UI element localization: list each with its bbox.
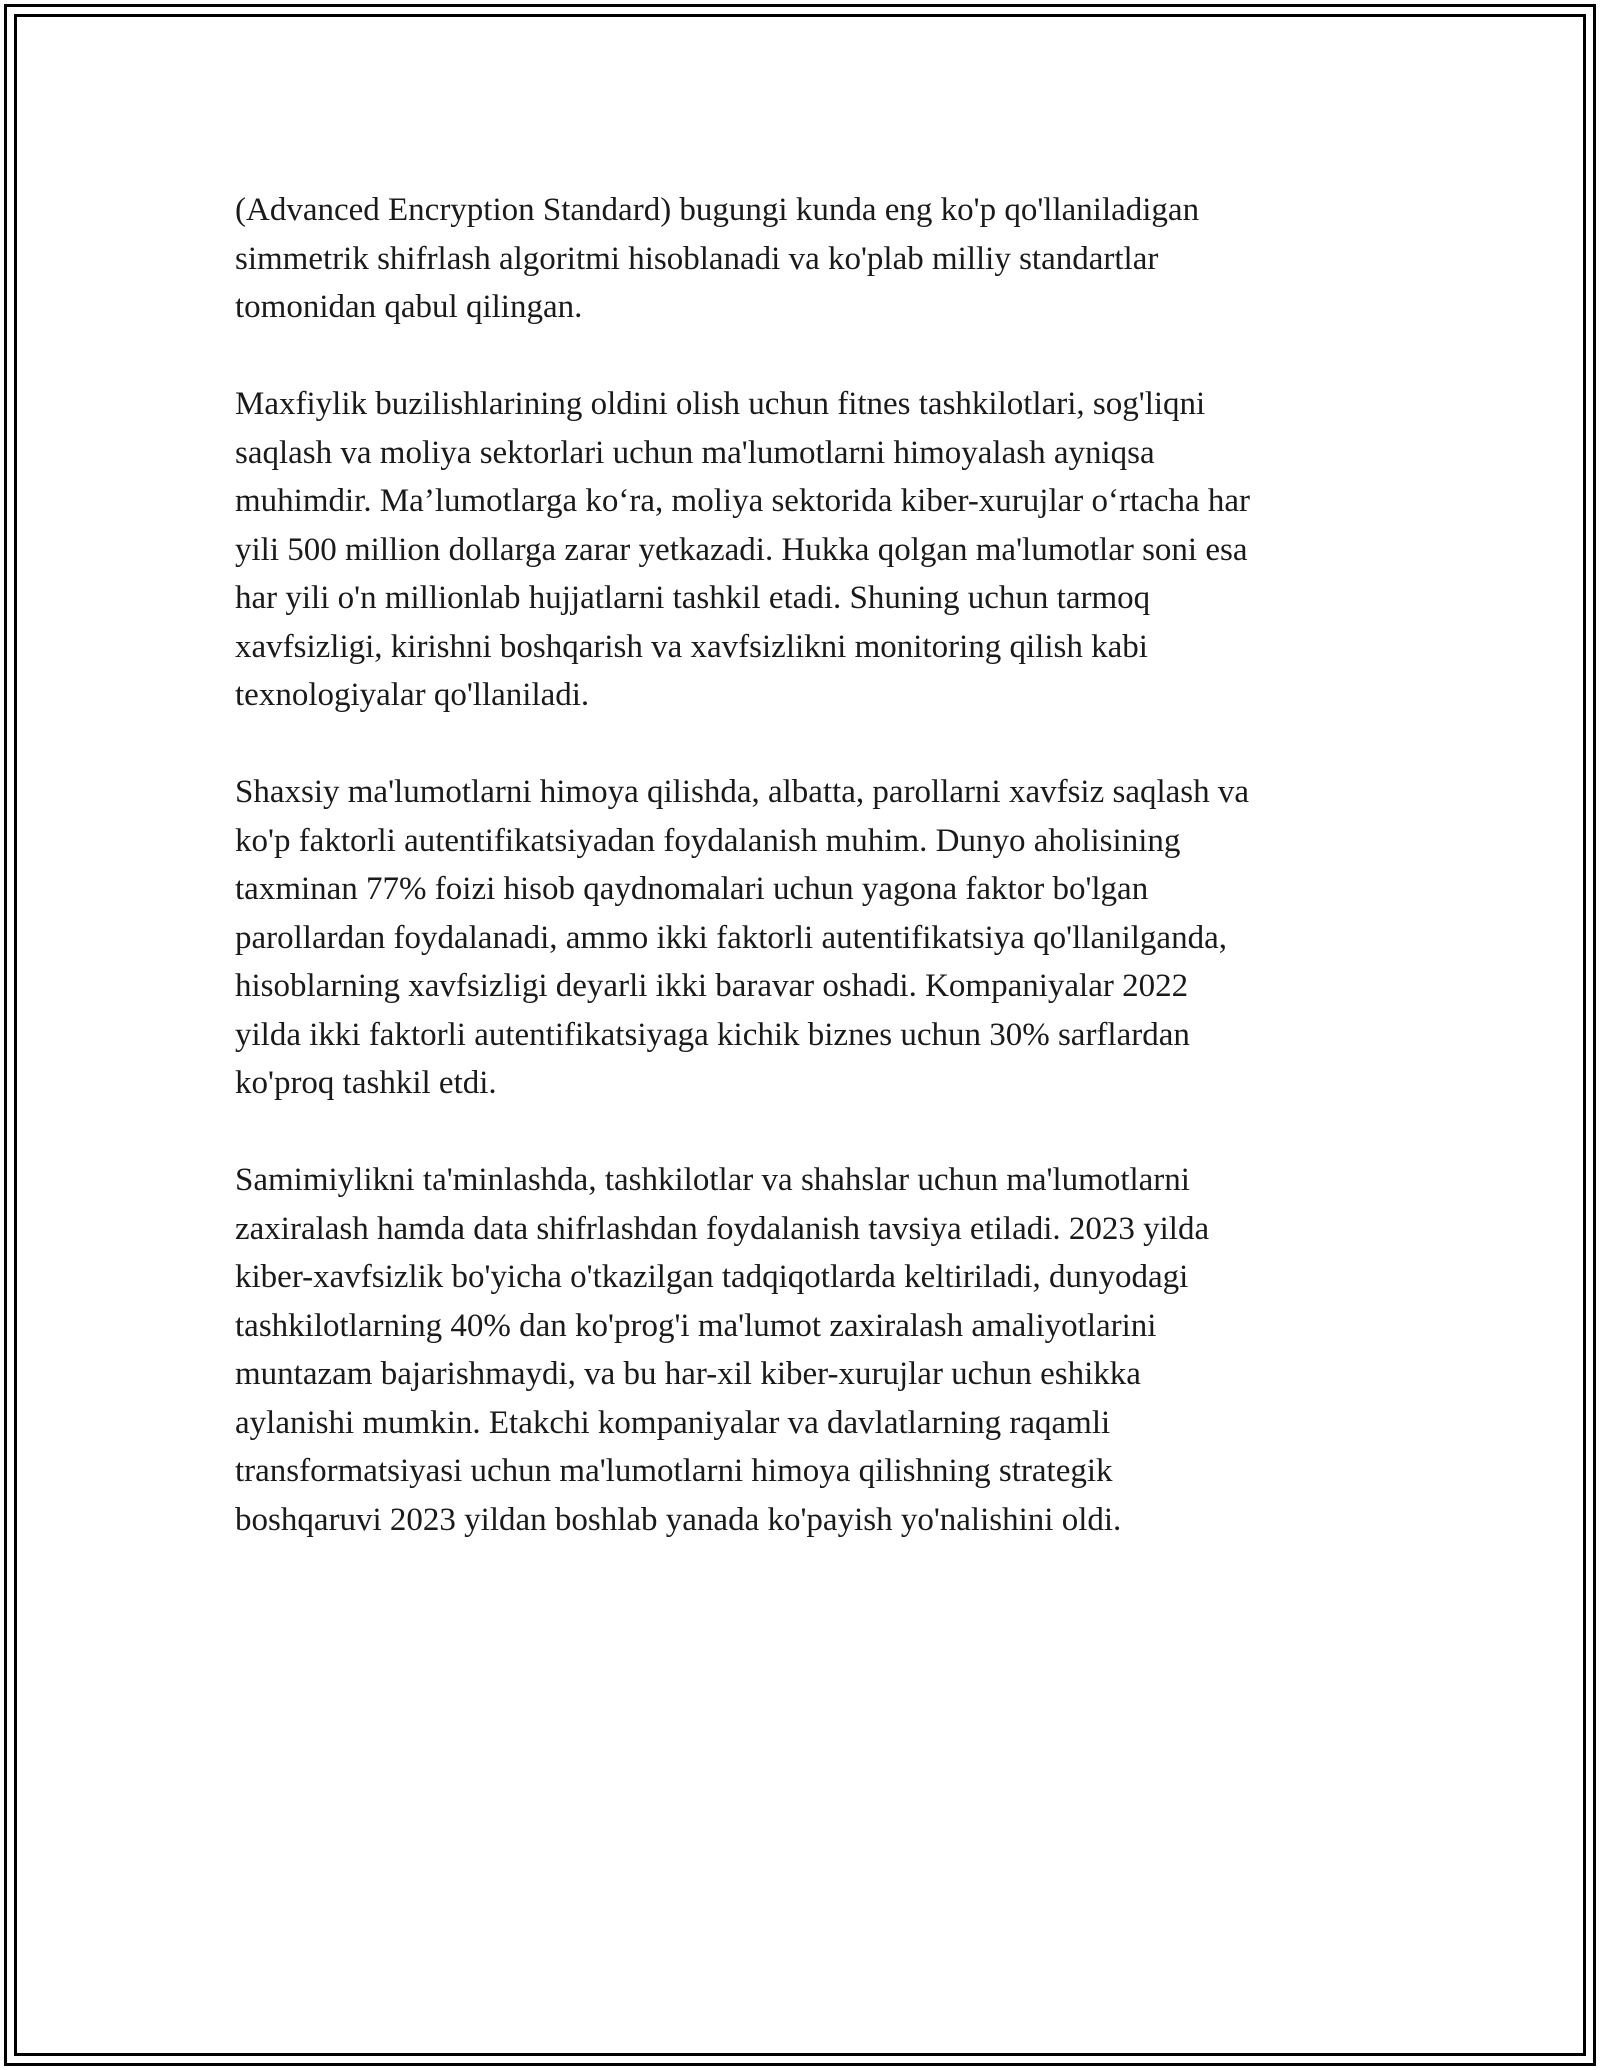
- paragraph-passwords: [235, 768, 1385, 1108]
- text-line: ko'p faktorli autentifikatsiyadan foydalanish muhim. Dunyo aholisining: [235, 822, 1181, 859]
- text-line: aylanishi mumkin. Etakchi kompaniyalar va davlatlarning raqamli: [235, 1404, 1111, 1441]
- text-line: Maxfiylik buzilishlarining oldini olish uchun fitnes tashkilotlari, sog'liqni: [235, 386, 1206, 422]
- text-line: Samimiylikni ta'minlashda, tashkilotlar va shahslar uchun ma'lumotlarni: [235, 1162, 1190, 1198]
- text-line: texnologiyalar qo'llaniladi.: [235, 677, 590, 713]
- text-line: taxminan 77% foizi hisob qaydnomalari uchun yagona faktor bo'lgan: [235, 871, 1149, 907]
- text-line: parollardan foydalanadi, ammo ikki faktorli autentifikatsiya qo'llanilganda,: [235, 919, 1227, 956]
- text-line: simmetrik shifrlash algoritmi hisoblanadi va ko'plab milliy standartlar: [235, 240, 1159, 277]
- text-line: hisoblarning xavfsizligi deyarli ikki baravar oshadi. Kompaniyalar 2022: [235, 968, 1189, 1004]
- text-line: tomonidan qabul qilingan.: [235, 289, 583, 325]
- text-line: ko'proq tashkil etdi.: [235, 1065, 497, 1101]
- text-line: boshqaruvi 2023 yildan boshlab yanada ko'payish yo'nalishini oldi.: [235, 1501, 1122, 1538]
- text-line: muntazam bajarishmaydi, va bu har-xil kiber-xurujlar uchun eshikka: [235, 1356, 1141, 1392]
- text-line: har yili o'n millionlab hujjatlarni tashkil etadi. Shuning uchun tarmoq: [235, 580, 1151, 616]
- text-line: saqlash va moliya sektorlari uchun ma'lumotlarni himoyalash ayniqsa: [235, 434, 1155, 471]
- text-line: transformatsiyasi uchun ma'lumotlarni himoya qilishning strategik: [235, 1453, 1113, 1489]
- document-body: [235, 186, 1385, 1544]
- paragraph-backup: [235, 1156, 1385, 1544]
- text-line: Shaxsiy ma'lumotlarni himoya qilishda, albatta, parollarni xavfsiz saqlash va: [235, 774, 1250, 810]
- text-line: xavfsizligi, kirishni boshqarish va xavfsizlikni monitoring qilish kabi: [235, 628, 1148, 665]
- text-line: tashkilotlarning 40% dan ko'prog'i ma'lumot zaxiralash amaliyotlarini: [235, 1307, 1157, 1344]
- paragraph-aes: [235, 186, 1385, 332]
- paragraph-privacy: [235, 380, 1385, 720]
- text-line: (Advanced Encryption Standard) bugungi kunda eng ko'p qo'llaniladigan: [235, 192, 1200, 228]
- text-line: yili 500 million dollarga zarar yetkazadi. Hukka qolgan ma'lumotlar soni esa: [235, 531, 1248, 568]
- text-line: zaxiralash hamda data shifrlashdan foydalanish tavsiya etiladi. 2023 yilda: [235, 1210, 1210, 1247]
- text-line: kiber-xavfsizlik bo'yicha o'tkazilgan tadqiqotlarda keltiriladi, dunyodagi: [235, 1259, 1189, 1295]
- text-line: muhimdir. Ma’lumotlarga ko‘ra, moliya sektorida kiber-xurujlar o‘rtacha har: [235, 483, 1250, 519]
- text-line: yilda ikki faktorli autentifikatsiyaga kichik biznes uchun 30% sarflardan: [235, 1016, 1190, 1053]
